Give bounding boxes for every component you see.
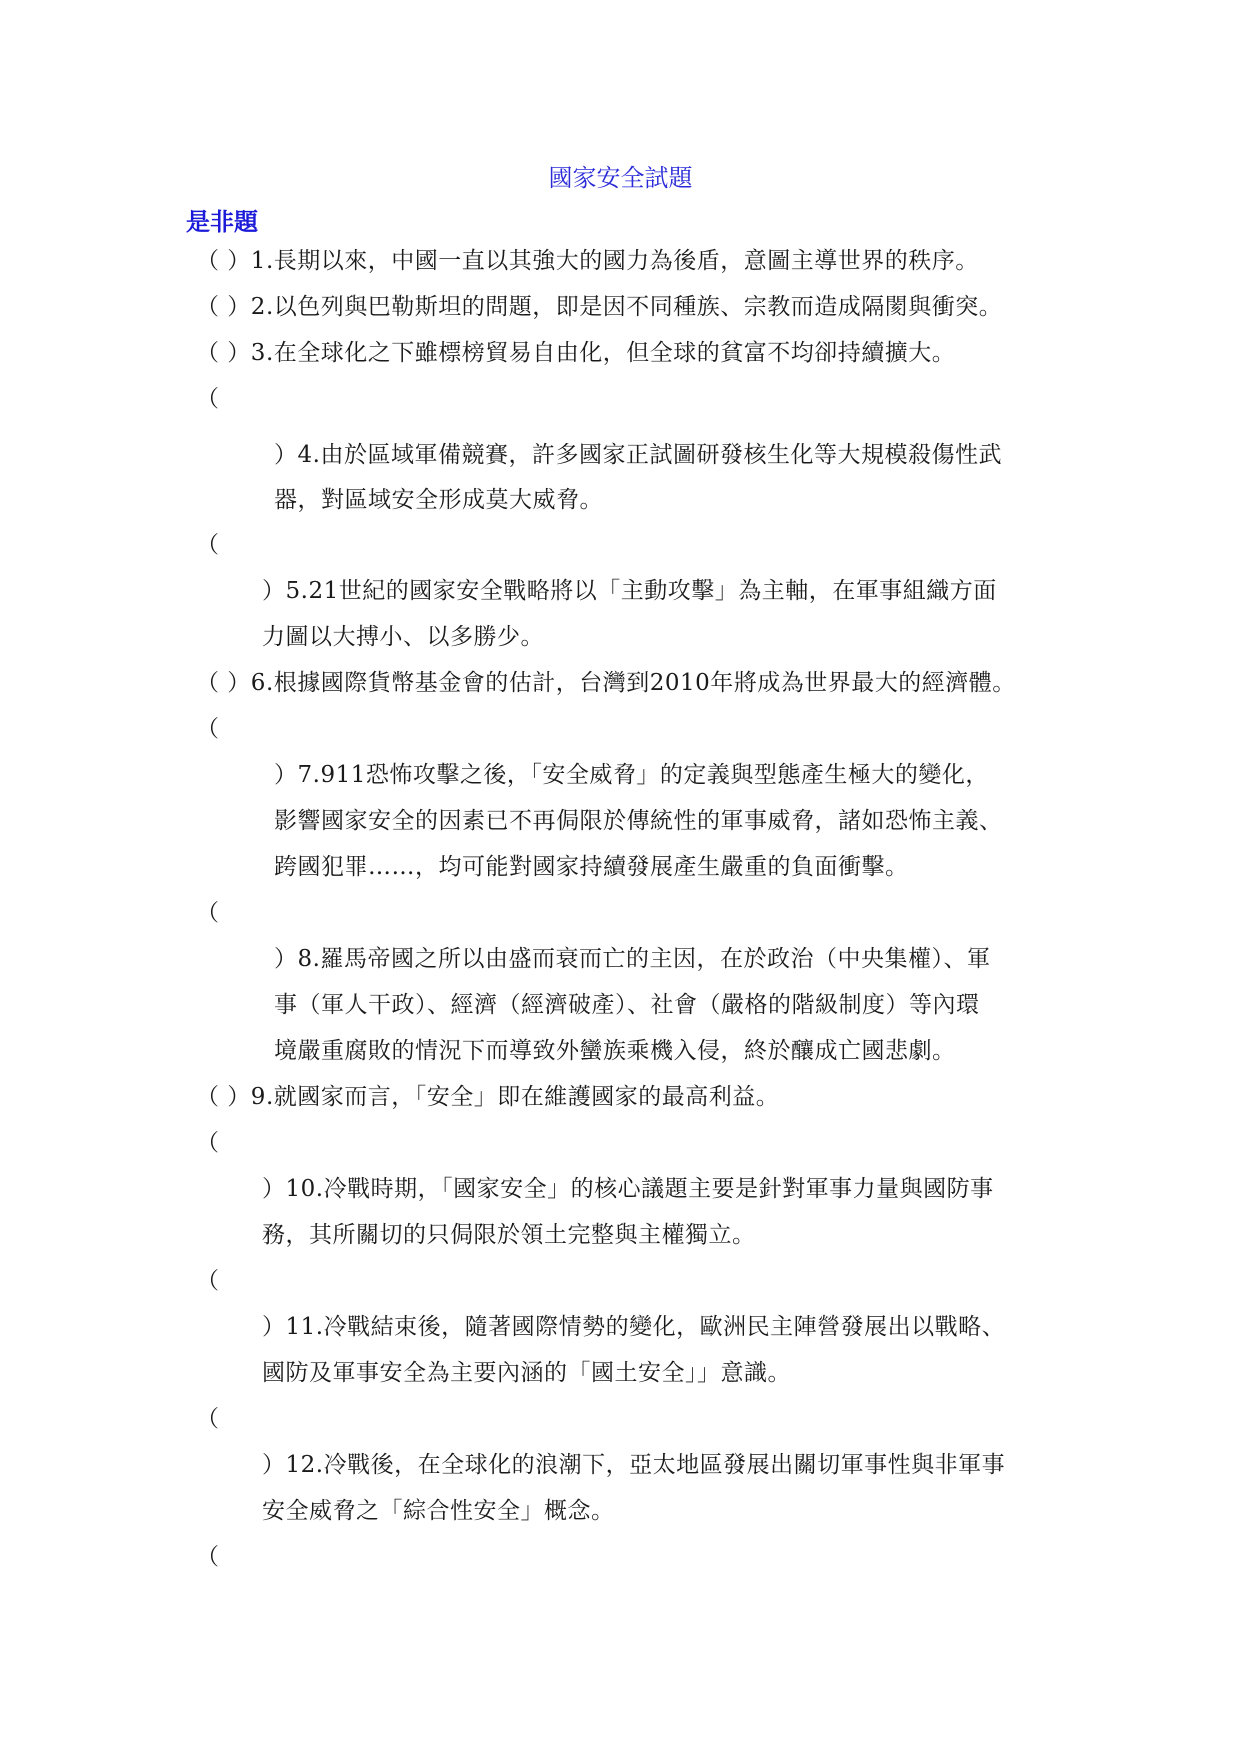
- question-8-line-1: ）8.羅馬帝國之所以由盛而衰而亡的主因，在於政治（中央集權）、軍: [274, 946, 991, 972]
- question-1: （ ）1.長期以來，中國一直以其強大的國力為後盾，意圖主導世界的秩序。: [196, 248, 979, 274]
- question-6: （ ）6.根據國際貨幣基金會的估計，台灣到2010年將成為世界最大的經濟體。: [196, 670, 1016, 696]
- question-5-line-1: ）5.21世紀的國家安全戰略將以「主動攻擊」為主軸，在軍事組織方面: [262, 578, 997, 604]
- question-10-line-2: 務，其所關切的只侷限於領土完整與主權獨立。: [262, 1222, 756, 1248]
- question-7-line-2: 影響國家安全的因素已不再侷限於傳統性的軍事威脅，諸如恐怖主義、: [274, 808, 1003, 834]
- question-11-line-2: 國防及軍事安全為主要內涵的「國土安全」」意識。: [262, 1360, 791, 1386]
- question-12-paren: （: [196, 1406, 219, 1432]
- question-11-line-1: ）11.冷戰結束後，隨著國際情勢的變化，歐洲民主陣營發展出以戰略、: [262, 1314, 1006, 1340]
- question-9: （ ）9.就國家而言，「安全」即在維護國家的最高利益。: [196, 1084, 780, 1110]
- question-10-paren: （: [196, 1130, 219, 1156]
- question-5-paren: （: [196, 532, 219, 558]
- question-3: （ ）3.在全球化之下雖標榜貿易自由化，但全球的貧富不均卻持續擴大。: [196, 340, 956, 366]
- question-12-line-1: ）12.冷戰後，在全球化的浪潮下，亞太地區發展出關切軍事性與非軍事: [262, 1452, 1006, 1478]
- question-12-line-2: 安全威脅之「綜合性安全」概念。: [262, 1498, 615, 1524]
- question-4-line-2: 器，對區域安全形成莫大威脅。: [274, 487, 603, 513]
- question-8-line-3: 境嚴重腐敗的情況下而導致外蠻族乘機入侵，終於釀成亡國悲劇。: [274, 1038, 956, 1064]
- document-title: 國家安全試題: [548, 164, 693, 192]
- question-8-line-2: 事（軍人干政）、經濟（經濟破產）、社會（嚴格的階級制度）等內環: [274, 992, 980, 1018]
- question-4-paren: （: [196, 386, 219, 412]
- question-8-paren: （: [196, 900, 219, 926]
- question-10-line-1: ）10.冷戰時期，「國家安全」的核心議題主要是針對軍事力量與國防事: [262, 1176, 994, 1202]
- question-7-line-1: ）7.911恐怖攻擊之後，「安全威脅」的定義與型態產生極大的變化，: [274, 762, 989, 788]
- question-2: （ ）2.以色列與巴勒斯坦的問題，即是因不同種族、宗教而造成隔閡與衝突。: [196, 294, 1003, 320]
- question-4-line-1: ）4.由於區域軍備競賽，許多國家正試圖研發核生化等大規模殺傷性武: [274, 442, 1002, 468]
- section-heading: 是非題: [186, 208, 258, 236]
- question-11-paren: （: [196, 1268, 219, 1294]
- question-13-paren: （: [196, 1544, 219, 1570]
- question-7-paren: （: [196, 716, 219, 742]
- question-5-line-2: 力圖以大搏小、以多勝少。: [262, 624, 544, 650]
- question-7-line-3: 跨國犯罪……，均可能對國家持續發展產生嚴重的負面衝擊。: [274, 854, 909, 880]
